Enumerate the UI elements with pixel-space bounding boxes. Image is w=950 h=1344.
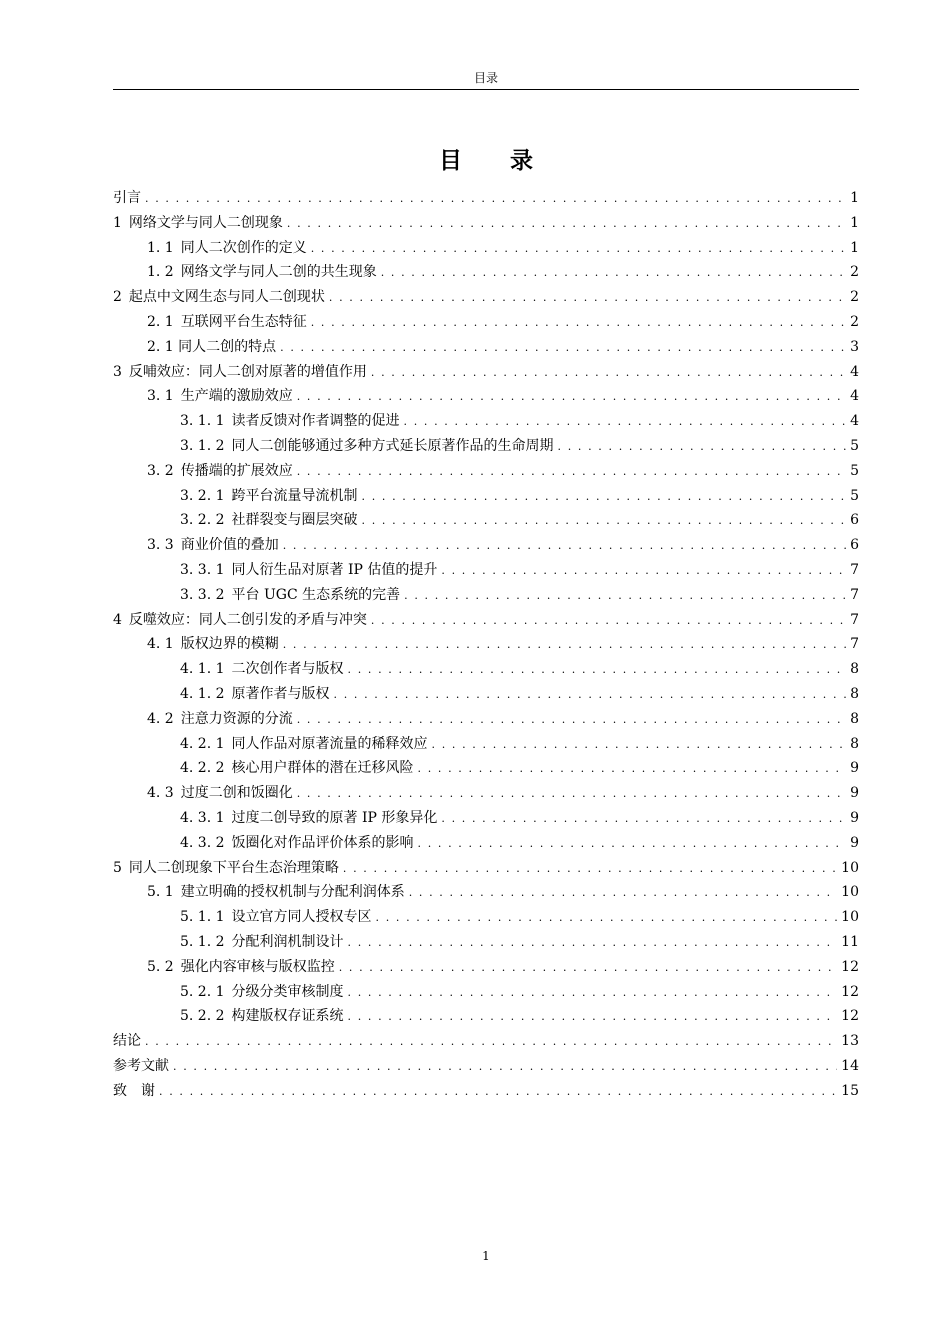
toc-entry-number: 3 [113,363,122,380]
toc-entry-title: 注意力资源的分流 [180,710,293,727]
toc-entry[interactable] [113,1054,859,1079]
toc-entry-title: 跨平台流量导流机制 [231,487,358,504]
toc-entry[interactable] [113,285,859,310]
toc-entry-title: 反噬效应：同人二创引发的矛盾与冲突 [128,611,367,628]
toc-entry-number: 4. 3. 1 [180,809,225,826]
toc-dot-leader [297,460,846,485]
toc-entry-title: 原著作者与版权 [231,685,330,702]
toc-entry-title: 同人作品对原著流量的稀释效应 [231,735,428,752]
toc-entry-page: 10 [841,909,859,926]
toc-dot-leader [159,1080,837,1105]
toc-entry-title: 互联网平台生态特征 [180,313,307,330]
toc-dot-leader [173,1055,837,1080]
toc-entry[interactable] [113,434,859,459]
toc-entry-page: 8 [850,735,859,752]
toc-entry-page: 2 [850,289,859,306]
toc-entry-title: 饭圈化对作品评价体系的影响 [231,834,414,851]
toc-dot-leader [441,807,846,832]
toc-dot-leader [145,187,846,212]
toc-entry[interactable] [113,335,859,360]
toc-entry-title: 建立明确的授权机制与分配利润体系 [180,884,405,901]
toc-entry-page: 7 [850,586,859,603]
toc-entry-title: 传播端的扩展效应 [180,462,293,479]
toc-dot-leader [329,286,846,311]
toc-dot-leader [297,708,846,733]
toc-entry-page: 2 [850,313,859,330]
toc-entry-number: 1 [113,214,122,231]
toc-entry[interactable] [113,756,859,781]
toc-entry[interactable] [113,806,859,831]
toc-entry-page: 8 [850,661,859,678]
toc-title: 目 录 [438,148,553,174]
toc-entry[interactable] [113,583,859,608]
toc-entry-title: 强化内容审核与版权监控 [180,958,335,975]
toc-entry-title: 过度二创导致的原著 IP 形象异化 [231,809,438,826]
toc-dot-leader [280,336,846,361]
toc-dot-leader [343,857,837,882]
toc-dot-leader [348,981,838,1006]
toc-entry-number: 5 [113,859,122,876]
toc-entry[interactable] [113,1004,859,1029]
toc-entry[interactable] [113,657,859,682]
toc-entry[interactable] [113,1079,859,1104]
toc-entry-number: 3. 3. 1 [180,561,225,578]
toc-entry-page: 7 [850,611,859,628]
toc-dot-leader [283,633,846,658]
toc-entry[interactable] [113,856,859,881]
toc-entry-number: 3. 3 [147,537,174,554]
toc-entry-title: 社群裂变与圈层突破 [231,512,358,529]
toc-entry[interactable] [113,608,859,633]
toc-entry[interactable] [113,558,859,583]
toc-entry-page: 5 [850,437,859,454]
toc-dot-leader [418,757,847,782]
toc-entry-number: 4. 1. 2 [180,685,225,702]
toc-entry-number: 3. 3. 2 [180,586,225,603]
toc-dot-leader [339,956,837,981]
toc-entry-title: 反哺效应：同人二创对原著的增值作用 [128,363,367,380]
toc-entry[interactable] [113,459,859,484]
toc-entry-page: 11 [841,933,859,950]
toc-entry-page: 4 [850,363,859,380]
toc-entry-title: 分配利润机制设计 [231,933,344,950]
toc-dot-leader [348,1005,838,1030]
toc-entry[interactable] [113,880,859,905]
toc-entry-title: 设立官方同人授权专区 [231,909,372,926]
toc-entry-title: 同人二创能够通过多种方式延长原著作品的生命周期 [231,437,554,454]
toc-entry[interactable] [113,360,859,385]
toc-dot-leader [404,410,847,435]
toc-dot-leader [311,237,846,262]
toc-entry[interactable] [113,1029,859,1054]
toc-dot-leader [362,485,847,510]
toc-entry-page: 9 [850,760,859,777]
toc-entry[interactable] [113,905,859,930]
toc-dot-leader [287,212,846,237]
toc-entry-page: 1 [850,214,859,231]
toc-entry-number: 1. 2 [147,264,174,281]
toc-entry-page: 2 [850,264,859,281]
toc-entry-page: 3 [850,338,859,355]
toc-entry-title: 分级分类审核制度 [231,983,344,1000]
toc-entry[interactable] [113,409,859,434]
toc-entry-page: 10 [841,859,859,876]
toc-entry-title: 商业价值的叠加 [180,537,279,554]
toc-entry[interactable] [113,533,859,558]
toc-entry-title: 同人二创现象下平台生态治理策略 [128,859,339,876]
toc-dot-leader [558,435,847,460]
toc-dot-leader [371,609,846,634]
toc-entry-number: 4. 2. 1 [180,735,225,752]
toc-entry-page: 12 [841,983,859,1000]
toc-entry-page: 5 [850,462,859,479]
toc-entry[interactable] [113,955,859,980]
toc-dot-leader [409,881,837,906]
toc-entry-number: 5. 1. 2 [180,933,225,950]
toc-entry-number: 5. 1. 1 [180,909,225,926]
toc-entry-number: 4. 1 [147,636,174,653]
toc-dot-leader [297,782,846,807]
toc-entry-page: 1 [850,239,859,256]
toc-dot-leader [348,931,838,956]
toc-dot-leader [311,311,846,336]
toc-entry-number: 5. 1 [147,884,174,901]
toc-entry-title: 平台 UGC 生态系统的完善 [231,586,401,603]
toc-entry[interactable] [113,930,859,955]
toc-entry-title: 致 谢 [113,1082,155,1099]
toc-entry-title: 二次创作者与版权 [231,661,344,678]
toc-entry-number: 5. 2 [147,958,174,975]
toc-entry[interactable] [113,186,859,211]
toc-entry-number: 3. 1 [147,388,174,405]
toc-entry-title: 同人衍生品对原著 IP 估值的提升 [231,561,438,578]
toc-entry[interactable] [113,484,859,509]
toc-entry[interactable] [113,236,859,261]
toc-entry[interactable] [113,632,859,657]
toc-dot-leader [334,683,847,708]
toc-entry-number: 2. 1 [147,313,174,330]
toc-entry-title: 版权边界的模糊 [180,636,279,653]
toc-entry[interactable] [113,781,859,806]
toc-entry-title: 2. 1 同人二创的特点 [147,338,277,355]
toc-entry-title: 生产端的激励效应 [180,388,293,405]
toc-entry[interactable] [113,310,859,335]
toc-entry-page: 9 [850,834,859,851]
toc-entry-number: 5. 2. 1 [180,983,225,1000]
toc-entry-title: 引言 [113,190,141,206]
toc-entry[interactable] [113,211,859,236]
toc-dot-leader [381,261,846,286]
toc-dot-leader [362,509,847,534]
toc-entry-number: 2 [113,289,122,306]
toc-entry-page: 6 [850,512,859,529]
toc-entry-page: 9 [850,785,859,802]
toc-dot-leader [432,733,847,758]
toc-dot-leader [348,658,847,683]
toc-entry-number: 4. 2. 2 [180,760,225,777]
toc-entry-number: 4. 1. 1 [180,661,225,678]
toc-entry-page: 12 [841,1008,859,1025]
toc-entry-number: 3. 2. 1 [180,487,225,504]
toc-entry-number: 5. 2. 2 [180,1008,225,1025]
toc-entry-title: 网络文学与同人二创现象 [128,214,283,231]
toc-dot-leader [145,1030,837,1055]
running-header: 目录 [473,71,498,85]
toc-entry-title: 过度二创和饭圈化 [180,785,293,802]
toc-entry-page: 7 [850,561,859,578]
toc-dot-leader [441,559,846,584]
toc-entry-title: 同人二次创作的定义 [180,239,307,256]
toc-entry-title: 核心用户群体的潜在迁移风险 [231,760,414,777]
toc-entry-title: 读者反馈对作者调整的促进 [231,413,400,430]
toc-entry[interactable] [113,831,859,856]
toc-entry-page: 10 [841,884,859,901]
toc-entry-page: 14 [841,1057,859,1074]
toc-entry-number: 3. 1. 2 [180,437,225,454]
toc-entry-number: 4. 3. 2 [180,834,225,851]
toc-entry[interactable] [113,384,859,409]
table-of-contents [113,186,859,1103]
toc-entry-page: 8 [850,685,859,702]
toc-entry-title: 构建版权存证系统 [231,1008,344,1025]
toc-entry-title: 参考文献 [113,1057,169,1074]
toc-entry-number: 3. 1. 1 [180,413,225,430]
toc-entry-page: 9 [850,809,859,826]
toc-entry[interactable] [113,682,859,707]
toc-entry[interactable] [113,707,859,732]
toc-entry[interactable] [113,508,859,533]
header-rule [113,89,859,90]
toc-entry-number: 3. 2 [147,462,174,479]
toc-entry[interactable] [113,260,859,285]
toc-entry-title: 结论 [113,1033,141,1050]
toc-entry-page: 4 [850,413,859,430]
toc-entry-number: 1. 1 [147,239,174,256]
toc-entry-page: 7 [850,636,859,653]
toc-entry-number: 4 [113,611,122,628]
toc-entry-number: 4. 3 [147,785,174,802]
toc-entry-page: 13 [841,1033,859,1050]
toc-entry[interactable] [113,980,859,1005]
toc-dot-leader [297,385,846,410]
toc-dot-leader [283,534,846,559]
toc-entry-page: 15 [841,1082,859,1099]
toc-entry-page: 12 [841,958,859,975]
toc-dot-leader [404,584,846,609]
toc-dot-leader [376,906,838,931]
toc-entry-page: 4 [850,388,859,405]
toc-entry-page: 8 [850,710,859,727]
toc-entry[interactable] [113,732,859,757]
toc-entry-title: 起点中文网生态与同人二创现状 [128,289,325,306]
page-number: 1 [482,1249,490,1263]
toc-entry-page: 1 [850,190,859,206]
toc-dot-leader [418,832,847,857]
toc-entry-title: 网络文学与同人二创的共生现象 [180,264,377,281]
toc-dot-leader [371,361,846,386]
toc-entry-page: 5 [850,487,859,504]
toc-entry-number: 4. 2 [147,710,174,727]
toc-entry-number: 3. 2. 2 [180,512,225,529]
toc-entry-page: 6 [850,537,859,554]
